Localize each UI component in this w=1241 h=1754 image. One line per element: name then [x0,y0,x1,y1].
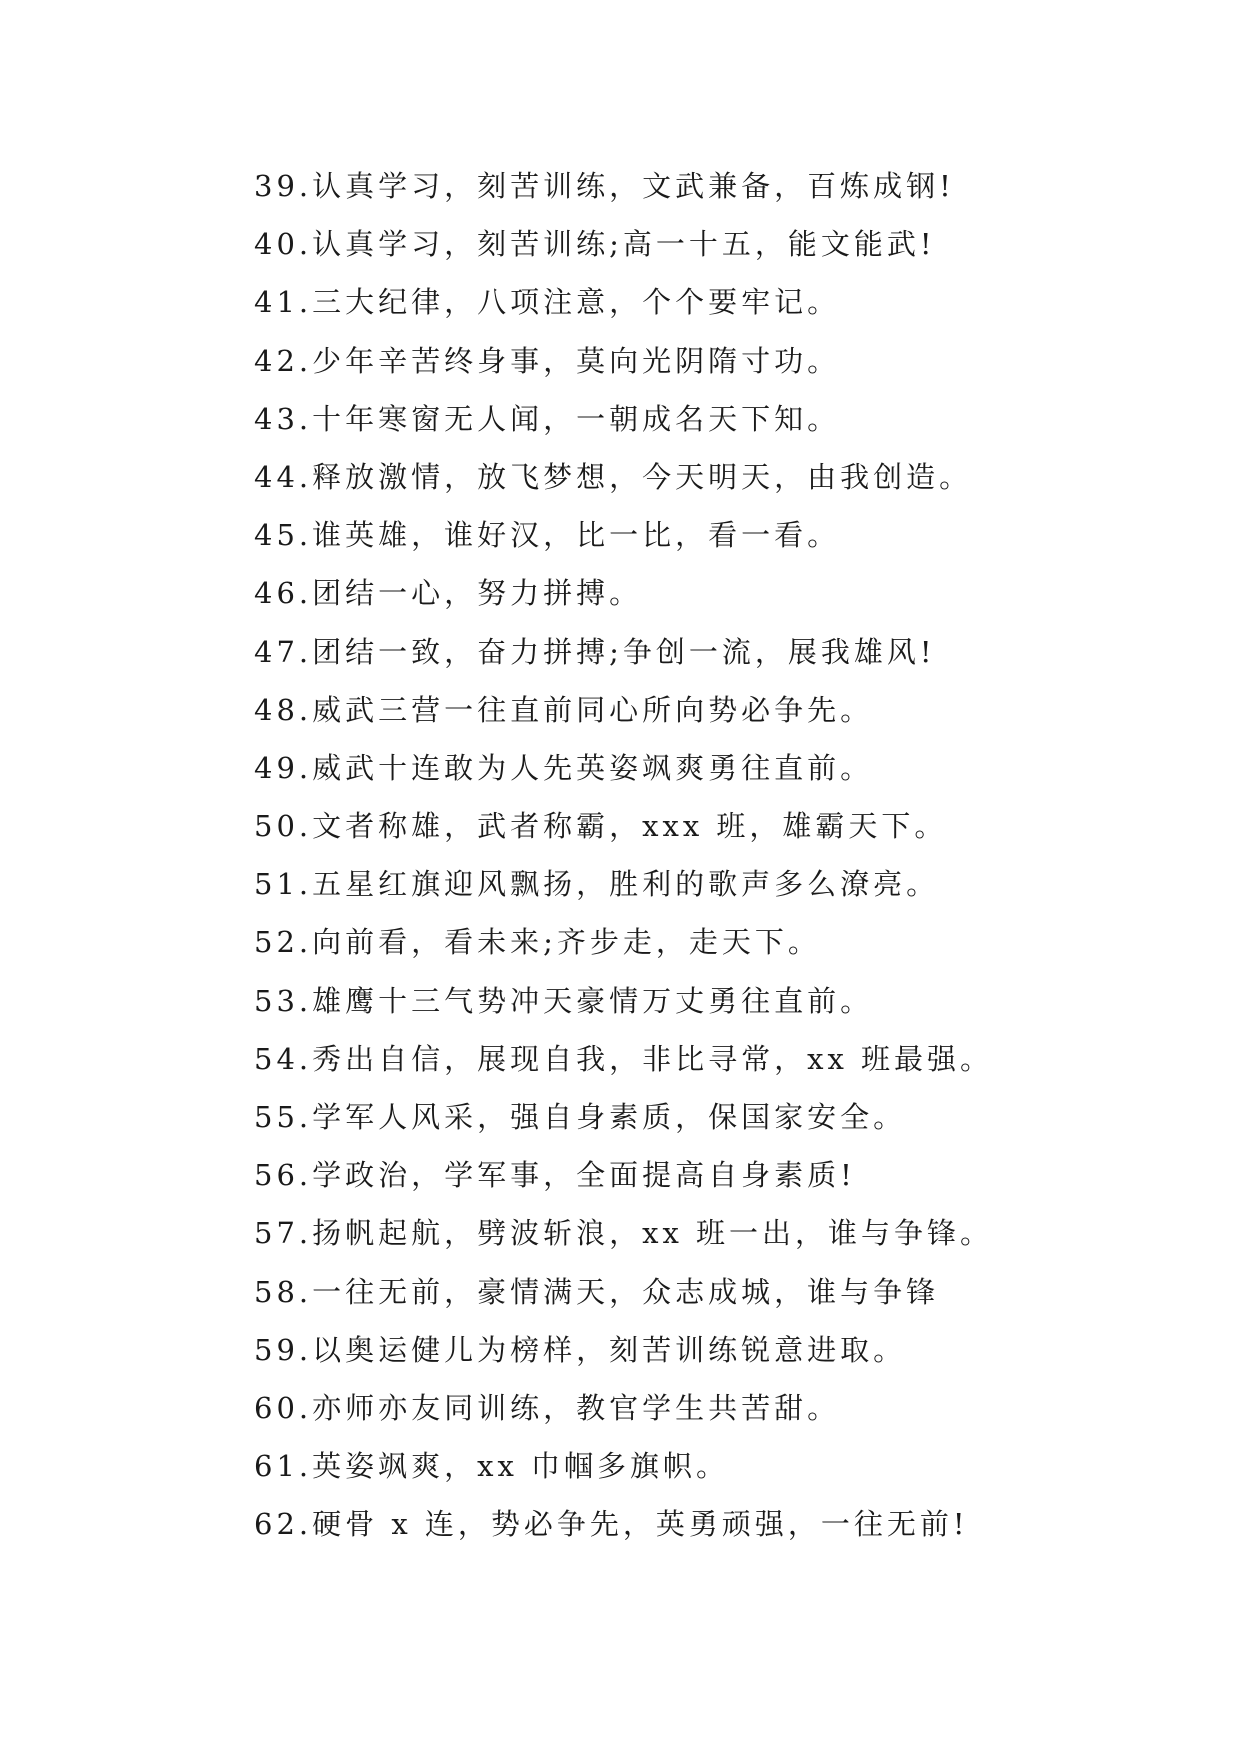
slogan-item: 50.文者称雄，武者称霸，xxx 班，雄霸天下。 [254,809,948,844]
slogan-item: 43.十年寒窗无人闻，一朝成名天下知。 [254,401,841,436]
slogan-item: 39.认真学习，刻苦训练，文武兼备，百炼成钢! [254,169,955,203]
slogan-item: 55.学军人风采，强自身素质，保国家安全。 [254,1100,907,1134]
slogan-item: 49.威武十连敢为人先英姿飒爽勇往直前。 [254,750,874,785]
slogan-item: 61.英姿飒爽，xx 巾帼多旗帜。 [254,1449,730,1484]
slogan-item: 56.学政治，学军事，全面提高自身素质! [254,1158,856,1193]
slogan-item: 54.秀出自信，展现自我，非比寻常，xx 班最强。 [254,1041,994,1076]
slogan-item: 58.一往无前，豪情满天，众志成城，谁与争锋 [254,1274,940,1309]
slogan-item: 41.三大纪律，八项注意，个个要牢记。 [254,285,841,320]
slogan-item: 40.认真学习，刻苦训练;高一十五，能文能武! [254,227,936,262]
slogan-item: 47.团结一致，奋力拼搏;争创一流，展我雄风! [254,634,936,669]
slogan-list [254,157,993,1554]
slogan-item: 57.扬帆起航，劈波斩浪，xx 班一出，谁与争锋。 [254,1216,994,1251]
slogan-item: 60.亦师亦友同训练，教官学生共苦甜。 [254,1390,841,1425]
slogan-item: 59.以奥运健儿为榜样，刻苦训练锐意进取。 [254,1332,907,1367]
slogan-item: 48.威武三营一往直前同心所向势必争先。 [254,692,874,727]
slogan-item: 45.谁英雄，谁好汉，比一比，看一看。 [254,518,841,553]
slogan-item: 46.团结一心，努力拼搏。 [254,576,643,611]
slogan-item: 51.五星红旗迎风飘扬，胜利的歌声多么潦亮。 [254,867,940,902]
slogan-item: 42.少年辛苦终身事，莫向光阴隋寸功。 [254,343,841,378]
slogan-item: 53.雄鹰十三气势冲天豪情万丈勇往直前。 [254,983,874,1018]
slogan-item: 62.硬骨 x 连，势必争先，英勇顽强，一往无前! [254,1507,969,1542]
slogan-item: 52.向前看，看未来;齐步走，走天下。 [254,925,821,960]
slogan-item: 44.释放激情，放飞梦想，今天明天，由我创造。 [254,459,973,494]
